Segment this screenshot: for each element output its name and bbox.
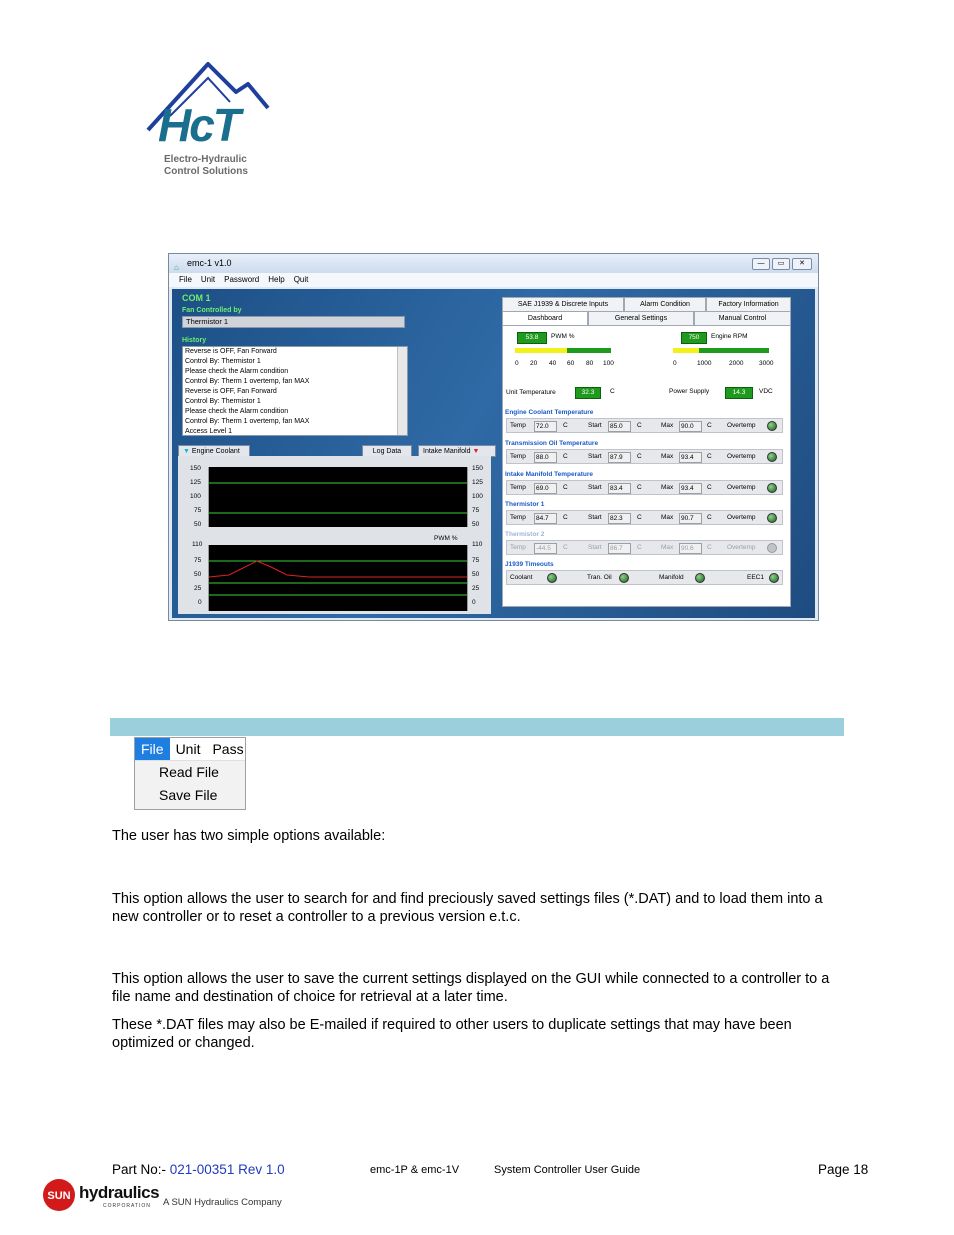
overtemp-label: Overtemp — [727, 514, 756, 521]
start-value: 83.4 — [608, 483, 631, 494]
tran-oil-led-icon — [619, 573, 629, 583]
power-supply-unit: VDC — [759, 388, 773, 395]
dashboard-body — [502, 325, 791, 607]
unit-c: C — [707, 514, 712, 521]
unit-menu-item[interactable]: Unit — [175, 741, 201, 757]
svg-text:SUN: SUN — [47, 1190, 71, 1202]
minimize-icon[interactable]: — — [752, 258, 770, 270]
max-label: Max — [661, 484, 674, 491]
fan-controlled-field: Thermistor 1 — [182, 316, 405, 328]
intro-paragraph: The user has two simple options available: — [112, 828, 386, 844]
max-value: 93.4 — [679, 452, 702, 463]
section-row-thermistor-2 — [506, 540, 783, 555]
rpm-bar-fill — [673, 348, 699, 353]
axis-tick: 110 — [472, 541, 483, 548]
unit-c: C — [637, 453, 642, 460]
axis-tick: 150 — [472, 465, 483, 472]
overtemp-led-icon — [767, 543, 777, 553]
section-title-engine-coolant: Engine Coolant Temperature — [505, 409, 594, 416]
email-paragraph: These *.DAT files may also be E-mailed if required to other users to duplicate settings that may have been optimized or changed. — [112, 1017, 792, 1051]
max-value: 90.7 — [679, 513, 702, 524]
close-icon[interactable]: ✕ — [792, 258, 812, 270]
sun-subtitle: A SUN Hydraulics Company — [163, 1197, 282, 1208]
temp-value: 72.0 — [534, 421, 557, 432]
pwm-tick: 80 — [586, 360, 594, 367]
footer-page-number: Page 18 — [818, 1162, 869, 1177]
hct-brand-text: HcT — [158, 99, 239, 151]
app-icon: ⌂ — [174, 263, 179, 272]
engine-coolant-label: Engine Coolant — [191, 448, 240, 455]
section-title-thermistor-2: Thermistor 2 — [505, 531, 545, 538]
unit-c: C — [563, 422, 568, 429]
save-file-menu-item[interactable]: Save File — [159, 787, 218, 803]
section-row-j1939-timeouts — [506, 570, 783, 585]
history-item: Control By: Thermistor 1 — [185, 358, 261, 365]
pwm-value: 53.8 — [517, 332, 547, 344]
unit-c: C — [707, 453, 712, 460]
read-file-menu-item[interactable]: Read File — [159, 764, 219, 780]
axis-tick: 125 — [190, 479, 201, 486]
rpm-tick: 2000 — [729, 360, 744, 367]
temp-label: Temp — [510, 422, 526, 429]
tab-dashboard[interactable]: Dashboard — [502, 311, 588, 325]
read-file-paragraph: This option allows the user to search for and find preciously saved settings files (*.DAT) and to load them into a new controller or to reset a controller to a previous version e.t.c. — [112, 891, 823, 925]
start-value: 82.3 — [608, 513, 631, 524]
footer-model: emc-1P & emc-1V — [370, 1164, 460, 1176]
axis-tick: 50 — [194, 521, 202, 528]
axis-tick: 25 — [194, 585, 202, 592]
hct-logo — [140, 58, 280, 183]
part-number-link[interactable]: 021-00351 Rev 1.0 — [169, 1162, 285, 1177]
window-menubar — [169, 273, 818, 287]
unit-c: C — [563, 453, 568, 460]
axis-tick: 25 — [472, 585, 480, 592]
pwm-tick: 60 — [567, 360, 575, 367]
temperature-plot-lines — [209, 467, 467, 527]
start-label: Start — [588, 544, 602, 551]
rpm-value: 750 — [681, 332, 707, 344]
section-row-transmission-oil — [506, 449, 783, 464]
unit-c: C — [707, 422, 712, 429]
section-title-thermistor-1: Thermistor 1 — [505, 501, 545, 508]
log-data-button[interactable]: Log Data — [362, 445, 412, 457]
temp-label: Temp — [510, 484, 526, 491]
window-titlebar — [169, 254, 818, 273]
rpm-label: Engine RPM — [711, 333, 748, 340]
temp-value: -44.5 — [534, 543, 557, 554]
temp-label: Temp — [510, 453, 526, 460]
overtemp-led-icon — [767, 513, 777, 523]
timeout-coolant-label: Coolant — [510, 574, 533, 581]
section-row-thermistor-1 — [506, 510, 783, 525]
triangle-down-icon: ▼ — [183, 448, 190, 455]
save-file-paragraph: This option allows the user to save the current settings displayed on the GUI while connected to a controller to a file name and destination of choice for retrieval at a later time. — [112, 971, 830, 1005]
unit-c: C — [707, 484, 712, 491]
axis-tick: 50 — [194, 571, 202, 578]
unit-c: C — [637, 422, 642, 429]
axis-tick: 50 — [472, 521, 480, 528]
history-item: Control By: Thermistor 1 — [185, 398, 261, 405]
pwm-bar-fill — [515, 348, 567, 353]
rpm-bar-rest — [699, 348, 769, 353]
overtemp-label: Overtemp — [727, 453, 756, 460]
overtemp-label: Overtemp — [727, 484, 756, 491]
pwm-tick: 40 — [549, 360, 557, 367]
unit-c: C — [563, 514, 568, 521]
section-row-intake-manifold — [506, 480, 783, 495]
temp-label: Temp — [510, 514, 526, 521]
max-value: 90.0 — [679, 421, 702, 432]
section-title-transmission-oil: Transmission Oil Temperature — [505, 440, 599, 447]
axis-tick: 75 — [194, 557, 202, 564]
start-label: Start — [588, 484, 602, 491]
sun-disc-icon — [41, 1178, 77, 1212]
pwm-tick: 20 — [530, 360, 538, 367]
app-client-area — [172, 289, 815, 618]
fan-controlled-label: Fan Controlled by — [182, 307, 242, 314]
file-menu-screenshot — [134, 737, 246, 810]
start-value: 85.0 — [608, 421, 631, 432]
eec1-led-icon — [769, 573, 779, 583]
unit-temperature-label: Unit Temperature — [506, 389, 556, 396]
axis-tick: 100 — [190, 493, 201, 500]
overtemp-led-icon — [767, 483, 777, 493]
password-menu-item[interactable]: Pass — [212, 741, 244, 757]
timeout-tran-oil-label: Tran. Oil — [587, 574, 612, 581]
section-row-engine-coolant — [506, 418, 783, 433]
sun-brand-text: hydraulics — [79, 1183, 160, 1202]
temp-value: 69.0 — [534, 483, 557, 494]
temp-value: 88.0 — [534, 452, 557, 463]
max-value: 93.4 — [679, 483, 702, 494]
part-label: Part No:- — [112, 1162, 170, 1177]
pwm-plot-lines — [209, 545, 467, 611]
section-title-j1939-timeouts: J1939 Timeouts — [505, 561, 554, 568]
maximize-icon[interactable]: ▭ — [772, 258, 790, 270]
history-item: Please check the Alarm condition — [185, 408, 289, 415]
start-label: Start — [588, 422, 602, 429]
rpm-tick: 1000 — [697, 360, 712, 367]
overtemp-label: Overtemp — [727, 422, 756, 429]
pwm-label: PWM % — [551, 333, 575, 340]
tab-sae-j1939[interactable]: SAE J1939 & Discrete Inputs — [502, 297, 624, 311]
axis-tick: 50 — [472, 571, 480, 578]
unit-c: C — [637, 514, 642, 521]
pwm-plot-label: PWM % — [434, 535, 458, 542]
pwm-tick: 0 — [515, 360, 519, 367]
triangle-down-icon: ▼ — [472, 448, 480, 455]
axis-tick: 125 — [472, 479, 483, 486]
temp-value: 84.7 — [534, 513, 557, 524]
coolant-led-icon — [547, 573, 557, 583]
unit-temperature-unit: C — [610, 388, 615, 395]
temp-label: Temp — [510, 544, 526, 551]
com-port-label: COM 1 — [182, 293, 211, 303]
max-label: Max — [661, 544, 674, 551]
tab-factory-information[interactable]: Factory Information — [706, 297, 791, 311]
start-value: 86.7 — [608, 543, 631, 554]
overtemp-led-icon — [767, 421, 777, 431]
unit-c: C — [707, 544, 712, 551]
unit-c: C — [637, 544, 642, 551]
app-window-screenshot — [168, 253, 819, 621]
menu-help[interactable]: Help — [268, 275, 285, 284]
axis-tick: 0 — [472, 599, 476, 606]
file-menu-item[interactable]: File — [135, 738, 170, 760]
axis-tick: 110 — [192, 541, 203, 548]
window-title: emc-1 v1.0 — [187, 258, 232, 268]
sun-hydraulics-logo — [41, 1178, 160, 1212]
temperature-plot — [208, 467, 468, 527]
menu-password[interactable]: Password — [224, 275, 260, 284]
axis-tick: 100 — [472, 493, 483, 500]
menu-quit[interactable]: Quit — [293, 275, 309, 284]
unit-c: C — [637, 484, 642, 491]
tab-manual-control[interactable]: Manual Control — [694, 311, 791, 325]
unit-temperature-value: 32.3 — [575, 387, 601, 399]
tab-general-settings[interactable]: General Settings — [588, 311, 694, 325]
start-label: Start — [588, 453, 602, 460]
overtemp-label: Overtemp — [727, 544, 756, 551]
hct-tagline-2: Control Solutions — [164, 166, 248, 177]
history-item: Reverse is OFF, Fan Forward — [185, 388, 277, 395]
rpm-tick: 3000 — [759, 360, 774, 367]
history-list[interactable] — [182, 346, 408, 436]
intake-manifold-label: Intake Manifold — [423, 448, 471, 455]
section-title-intake-manifold: Intake Manifold Temperature — [505, 471, 594, 478]
history-scrollbar[interactable] — [397, 347, 407, 435]
history-label: History — [182, 337, 207, 344]
overtemp-led-icon — [767, 452, 777, 462]
history-item: Control By: Therm 1 overtemp, fan MAX — [185, 418, 310, 425]
tab-alarm-condition[interactable]: Alarm Condition — [624, 297, 706, 311]
axis-tick: 150 — [190, 465, 201, 472]
section-header-bar — [110, 718, 844, 736]
history-item: Reverse is OFF, Fan Forward — [185, 348, 277, 355]
start-value: 87.9 — [608, 452, 631, 463]
unit-c: C — [563, 544, 568, 551]
power-supply-label: Power Supply — [669, 388, 710, 395]
manifold-led-icon — [695, 573, 705, 583]
unit-c: C — [563, 484, 568, 491]
axis-tick: 0 — [198, 599, 202, 606]
timeout-manifold-label: Manifold — [659, 574, 684, 581]
rpm-tick: 0 — [673, 360, 677, 367]
menu-file[interactable]: File — [179, 275, 192, 284]
history-item: Access Level 1 — [185, 428, 233, 435]
timeout-eec1-label: EEC1 — [747, 574, 764, 581]
max-label: Max — [661, 422, 674, 429]
axis-tick: 75 — [472, 507, 480, 514]
history-item: Please check the Alarm condition — [185, 368, 289, 375]
left-panel — [182, 293, 498, 436]
history-item: Control By: Therm 1 overtemp, fan MAX — [185, 378, 310, 385]
max-value: 90.6 — [679, 543, 702, 554]
footer-guide-title: System Controller User Guide — [494, 1164, 641, 1176]
footer-part-number — [112, 1162, 285, 1177]
pwm-plot — [208, 545, 468, 611]
max-label: Max — [661, 453, 674, 460]
pwm-tick: 100 — [603, 360, 614, 367]
pwm-bar-rest — [567, 348, 611, 353]
axis-tick: 75 — [194, 507, 202, 514]
sun-corp-text: CORPORATION — [103, 1203, 151, 1209]
menu-unit[interactable]: Unit — [200, 275, 216, 284]
start-label: Start — [588, 514, 602, 521]
hct-tagline-1: Electro-Hydraulic — [164, 154, 247, 165]
power-supply-value: 14.3 — [725, 387, 753, 399]
max-label: Max — [661, 514, 674, 521]
right-panel — [502, 297, 791, 607]
axis-tick: 75 — [472, 557, 480, 564]
